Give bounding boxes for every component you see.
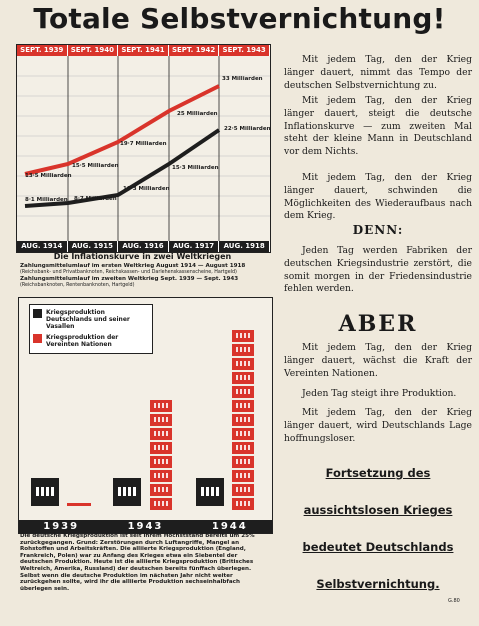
paragraph-2 [284, 95, 472, 159]
page-title: Totale Selbstvernichtung! [33, 2, 446, 35]
bottom-year-band [17, 241, 270, 252]
black-point-label: 22·5 Milliarden [224, 126, 271, 132]
production-block [232, 498, 254, 510]
paragraph-7 [284, 407, 472, 445]
paragraph-text: Mit jedem Tag, den der Krieg länger dauert, wird Deutschlands Lage hoffnungsloser. [284, 407, 472, 444]
production-block [232, 442, 254, 454]
top-label: SEPT. 1942 [169, 45, 220, 56]
production-chart [18, 297, 273, 534]
top-year-band [17, 45, 270, 56]
year-band [19, 520, 272, 533]
paragraph-3 [284, 172, 472, 223]
production-block [232, 428, 254, 440]
red-point-label: 13·5 Milliarden [25, 173, 72, 179]
paragraph-text: Mit jedem Tag, den der Krieg länger dauert, schwinden die Möglichkeiten des Wiederaufbaus nach dem Krieg. [284, 172, 472, 222]
production-block [150, 400, 172, 412]
legend-swatch [33, 334, 42, 343]
germany-production-1939 [31, 478, 59, 506]
production-block [232, 484, 254, 496]
conclusion-line-1: Fortsetzung des [325, 466, 431, 480]
top-label: SEPT. 1941 [118, 45, 169, 56]
production-block [150, 470, 172, 482]
red-inflation-line [25, 86, 219, 174]
conclusion-line-2: aussichtslosen Krieges [303, 503, 453, 517]
print-mark: G.80 [448, 598, 460, 604]
aber-heading: ABER [338, 311, 418, 337]
inflation-notes [20, 263, 272, 289]
production-block [232, 470, 254, 482]
paragraph-1 [284, 54, 472, 92]
paragraph-6 [284, 388, 472, 401]
denn-heading: DENN: [352, 223, 404, 237]
year-label: 1944 [211, 521, 248, 532]
black-point-label: 10·3 Milliarden [123, 186, 170, 192]
legend-swatch [33, 309, 42, 318]
bottom-label: AUG. 1918 [219, 241, 270, 252]
conclusion-line-3: bedeutet Deutschlands [302, 540, 454, 554]
bottom-label: AUG. 1917 [169, 241, 220, 252]
black-point-label: 8·7 Milliarden [74, 196, 117, 202]
production-block [150, 484, 172, 496]
production-block [232, 386, 254, 398]
allied-production-1943 [150, 398, 172, 510]
inflation-chart [16, 44, 271, 253]
inflation-caption: Die Inflationskurve in zwei Weltkriegen [53, 252, 232, 261]
paragraph-text: Mit jedem Tag, den der Krieg länger dauert, steigt die deutsche Inflationskurve — zum zweiten Mal steht der kleine Mann in Deutschland vor dem Nichts. [284, 95, 472, 158]
allied-production-1944 [232, 328, 254, 510]
production-block [232, 414, 254, 426]
production-block [150, 414, 172, 426]
year-label: 1943 [127, 521, 164, 532]
production-block [232, 344, 254, 356]
paragraph-4 [284, 245, 472, 296]
note-line: Zahlungsmittelumlauf im zweiten Weltkrieg Sept. 1939 — Sept. 1943 [20, 276, 239, 282]
paragraph-text: Mit jedem Tag, den der Krieg länger dauert, wächst die Kraft der Vereinten Nationen. [284, 342, 472, 379]
paragraph-text: Jeden Tag steigt ihre Produktion. [302, 388, 457, 399]
germany-production-1944 [196, 478, 224, 506]
top-label: SEPT. 1943 [219, 45, 270, 56]
red-point-label: 33 Milliarden [222, 76, 263, 82]
legend-item-black [33, 309, 149, 330]
bottom-label: AUG. 1915 [68, 241, 119, 252]
note-line: Zahlungsmittelumlauf im ersten Weltkrieg August 1914 — August 1918 [20, 263, 246, 269]
legend-item-red [33, 334, 149, 348]
top-label: SEPT. 1940 [68, 45, 119, 56]
production-block [150, 456, 172, 468]
legend-label: Kriegsproduktion der Vereinten Nationen [46, 334, 119, 348]
inflation-plot [17, 56, 270, 241]
production-block [150, 442, 172, 454]
bottom-label: AUG. 1916 [118, 241, 169, 252]
bottom-label: AUG. 1914 [17, 241, 68, 252]
production-block [232, 456, 254, 468]
red-point-label: 25 Milliarden [177, 111, 218, 117]
production-block [232, 400, 254, 412]
paragraph-text: Mit jedem Tag, den der Krieg länger dauert, nimmt das Tempo der deutschen Selbstvernichtung zu. [284, 54, 472, 91]
germany-production-1943 [113, 478, 141, 506]
conclusion-line-4: Selbstvernichtung. [316, 577, 440, 591]
legend [29, 304, 153, 354]
paragraph-text: Jeden Tag werden Fabriken der deutschen Kriegsindustrie zerstört, die somit morgen in der Friedensindustrie fehlen werden. [284, 245, 472, 295]
black-point-label: 15·3 Milliarden [172, 165, 219, 171]
production-block [232, 330, 254, 342]
legend-label: Kriegsproduktion Deutschlands und seiner Vasallen [46, 309, 130, 330]
allied-production-1939 [67, 503, 91, 506]
production-block [150, 498, 172, 510]
production-block [232, 358, 254, 370]
production-footnote: Die deutsche Kriegsproduktion ist seit ihrem Höchststand bereits um 25% zurückgegangen. Grund: Zerstörungen durch Luftangriffe, Mangel an Rohstoffen und Arbeitskräften. Die alliierte Kriegsproduktion (England, Frankreich, Polen) war zu Anfang des Krieges etwa ein Siebentel der deutschen Produktion. Heute ist die alliierte Kriegsproduktion (Britisches Weltreich, Amerika, Russland) der deutschen bereits fünffach überlegen. Selbst wenn die deutsche Produktion im nächsten Jahr nicht weiter zurückgehen sollte, wird ihr die alliierte Produktion sechseinhalbfach überlegen sein. [20, 533, 255, 592]
top-label: SEPT. 1939 [17, 45, 68, 56]
note-subline: (Reichsbank- und Privatbanknoten, Reichskassen- und Darlehenskassenscheine, Hartgeld) [20, 269, 237, 275]
production-block [232, 372, 254, 384]
production-block [150, 428, 172, 440]
year-label: 1939 [43, 521, 80, 532]
note-subline: (Reichsbanknoten, Rentenbanknoten, Hartgeld) [20, 282, 135, 288]
red-point-label: 19·7 Milliarden [120, 141, 167, 147]
paragraph-5 [284, 342, 472, 380]
black-point-label: 8·1 Milliarden [25, 197, 68, 203]
red-point-label: 15·5 Milliarden [72, 163, 119, 169]
